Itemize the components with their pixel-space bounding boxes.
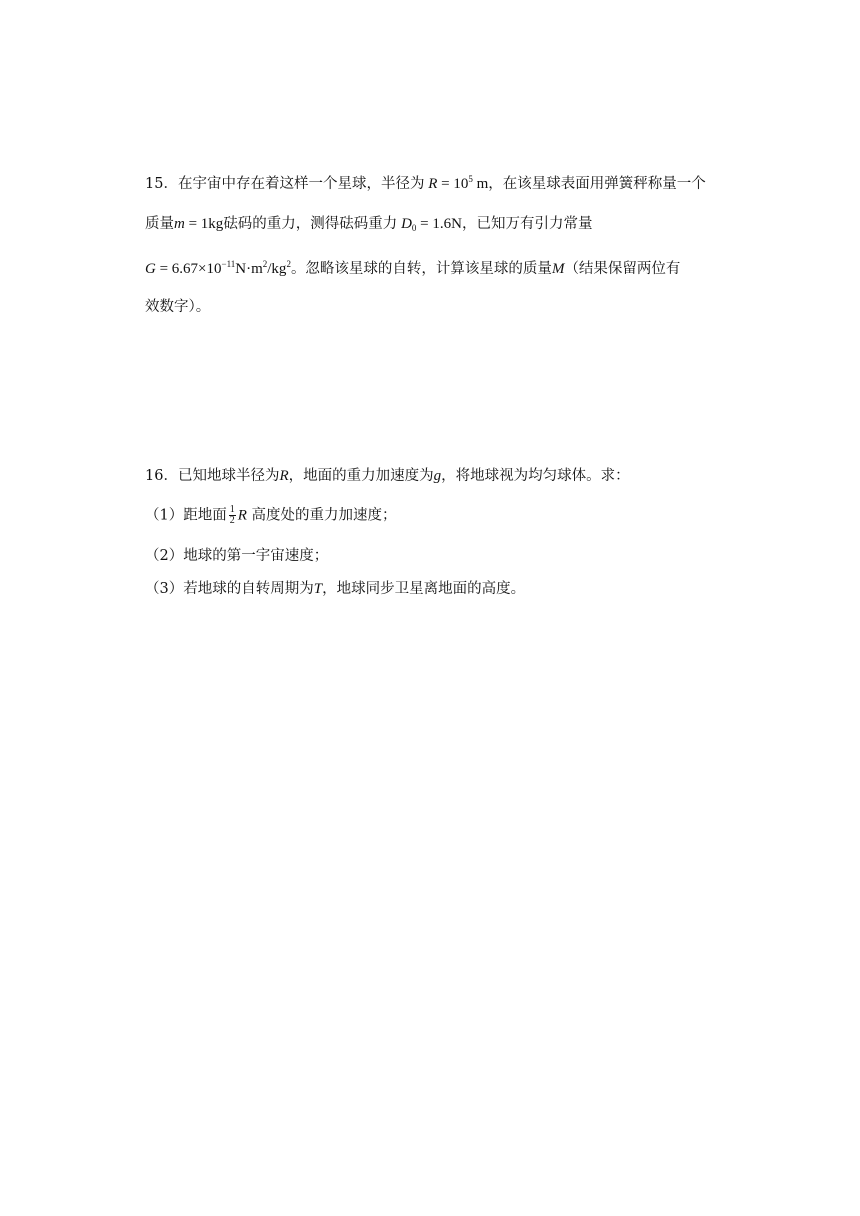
q16-line-1 <box>145 466 630 486</box>
q15-line-2 <box>145 214 592 234</box>
q15-text: 砝码的重力，测得砝码重力 <box>223 216 398 232</box>
q16-part-1: （1）距地面 $\frac{1}{2}$ R 高度处的重力加速度； <box>145 504 397 526</box>
q15-line-4 <box>145 297 210 317</box>
radius-symbol: R <box>279 468 289 484</box>
part-label: （3） <box>145 581 184 597</box>
q15-text: 在宇宙中存在着这样一个星球，半径为 <box>177 176 425 192</box>
q15-text: 。忽略该星球的自转，计算该星球的质量 <box>290 261 552 277</box>
mass-formula: m = 1kg <box>174 216 224 232</box>
q15-line-3 <box>145 259 680 279</box>
q15-text: ，在该星球表面用弹簧秤称量一个 <box>488 176 706 192</box>
radius-formula: $R = 10^5$ m <box>428 174 489 192</box>
part-label: （1） <box>145 507 184 524</box>
part-label: （2） <box>145 548 184 564</box>
q16-number: 16． <box>145 468 178 484</box>
mass-symbol: M <box>551 261 565 277</box>
gravity-symbol: g <box>433 468 442 484</box>
gravitational-constant-formula: $G = 6.67\times 10^{-11}N\cdot m^2/kg^2$ <box>145 259 291 277</box>
q15-number: 15． <box>145 176 178 192</box>
weight-formula: $D_0 = 1.6N$ <box>401 216 462 233</box>
q16-text: 已知地球半径为 <box>177 468 280 484</box>
q15-text: 质量 <box>145 216 174 232</box>
q16-part-3: （3）若地球的自转周期为T，地球同步卫星离地面的高度。 <box>145 581 526 597</box>
one-half-fraction: $\frac{1}{2}$ <box>229 504 235 526</box>
q15-text: 效数字）。 <box>145 299 211 315</box>
q15-text: （结果保留两位有 <box>564 261 681 277</box>
period-symbol: T <box>313 581 323 597</box>
q15-text: ，已知万有引力常量 <box>461 216 593 232</box>
q15-line-1 <box>145 174 706 194</box>
q16-part-2: （2）地球的第一宇宙速度； <box>145 548 329 564</box>
q16-text: ，地面的重力加速度为 <box>288 468 434 484</box>
q16-text: ，将地球视为均匀球体。求： <box>441 468 630 484</box>
